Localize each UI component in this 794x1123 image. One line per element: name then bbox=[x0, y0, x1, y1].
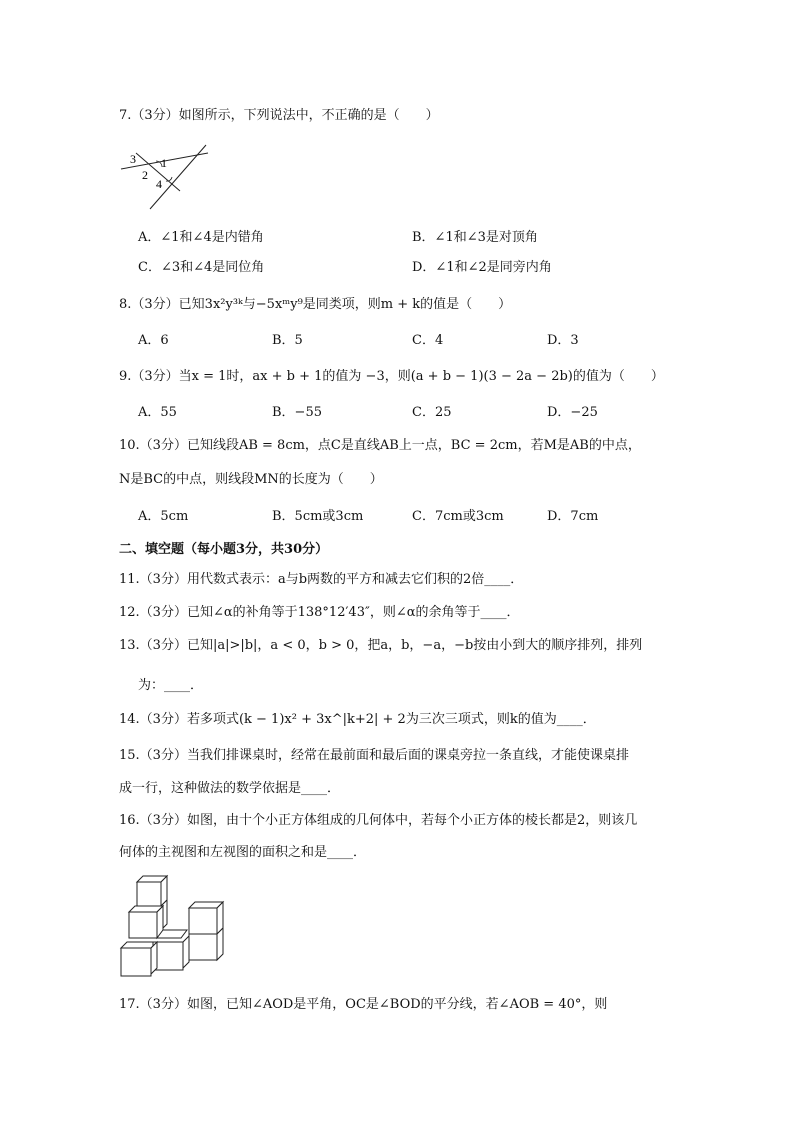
q9-option-c: C．25 bbox=[412, 405, 452, 420]
q8-option-c: C．4 bbox=[412, 333, 444, 348]
q15-stem-line1: 15.（3分）当我们排课桌时，经常在最前面和最后面的课桌旁拉一条直线，才能使课桌排 bbox=[119, 748, 629, 763]
q11-stem: 11.（3分）用代数式表示：a与b两数的平方和减去它们积的2倍____． bbox=[119, 572, 524, 587]
q16-cubes-figure bbox=[117, 872, 237, 982]
q12-stem: 12.（3分）已知∠α的补角等于138°12′43″，则∠α的余角等于____． bbox=[119, 605, 520, 620]
q16-stem-line2: 何体的主视图和左视图的面积之和是____． bbox=[119, 845, 367, 860]
q10-stem-line1: 10.（3分）已知线段AB = 8cm，点C是直线AB上一点，BC = 2cm，若M是AB的中点， bbox=[119, 438, 641, 453]
q7-label-2: 2 bbox=[142, 168, 148, 182]
q7-label-3: 3 bbox=[130, 152, 136, 166]
q10-stem-line2: N是BC的中点，则线段MN的长度为（ ） bbox=[119, 472, 383, 487]
q8-option-a: A．6 bbox=[138, 333, 169, 348]
q17-stem-line1: 17.（3分）如图，已知∠AOD是平角，OC是∠BOD的平分线，若∠AOB = 40°，则 bbox=[119, 997, 608, 1012]
q15-stem-line2: 成一行，这种做法的数学依据是____． bbox=[119, 781, 341, 796]
section-heading-fill-in: 二、填空题（每小题3分，共30分） bbox=[119, 542, 329, 557]
q10-option-a: A．5cm bbox=[138, 509, 189, 524]
q7-option-a: A．∠1和∠4是内错角 bbox=[138, 230, 264, 245]
q7-label-1: 1 bbox=[161, 156, 167, 170]
q9-option-b: B．−55 bbox=[272, 405, 322, 420]
q14-stem: 14.（3分）若多项式(k − 1)x² + 3x^|k+2| + 2为三次三项式，则k的值为____． bbox=[119, 712, 596, 727]
q8-option-d: D．3 bbox=[547, 333, 579, 348]
q9-stem: 9.（3分）当x = 1时，ax + b + 1的值为 −3，则(a + b − 1)(3 − 2a − 2b)的值为（ ） bbox=[119, 369, 664, 384]
q7-label-4: 4 bbox=[156, 177, 162, 191]
q13-stem-line1: 13.（3分）已知|a|>|b|，a < 0，b > 0，把a，b，−a，−b按由小到大的顺序排列，排列 bbox=[119, 638, 643, 653]
q7-option-b: B．∠1和∠3是对顶角 bbox=[412, 230, 538, 245]
q10-option-c: C．7cm或3cm bbox=[412, 509, 504, 524]
q16-stem-line1: 16.（3分）如图，由十个小正方体组成的几何体中，若每个小正方体的棱长都是2，则该几 bbox=[119, 813, 638, 828]
q10-option-b: B．5cm或3cm bbox=[272, 509, 364, 524]
q8-stem: 8.（3分）已知3x²y³ᵏ与−5xᵐy⁹是同类项，则m + k的值是（ ） bbox=[119, 297, 512, 312]
q13-stem-line2: 为：____． bbox=[138, 678, 204, 693]
q9-option-a: A．55 bbox=[138, 405, 177, 420]
q9-option-d: D．−25 bbox=[547, 405, 598, 420]
q8-option-b: B．5 bbox=[272, 333, 303, 348]
q7-option-c: C．∠3和∠4是同位角 bbox=[138, 260, 265, 275]
q10-option-d: D．7cm bbox=[547, 509, 599, 524]
q7-intersecting-lines-figure bbox=[118, 143, 218, 213]
q7-stem: 7.（3分）如图所示，下列说法中，不正确的是（ ） bbox=[119, 108, 439, 123]
q7-option-d: D．∠1和∠2是同旁内角 bbox=[412, 260, 552, 275]
